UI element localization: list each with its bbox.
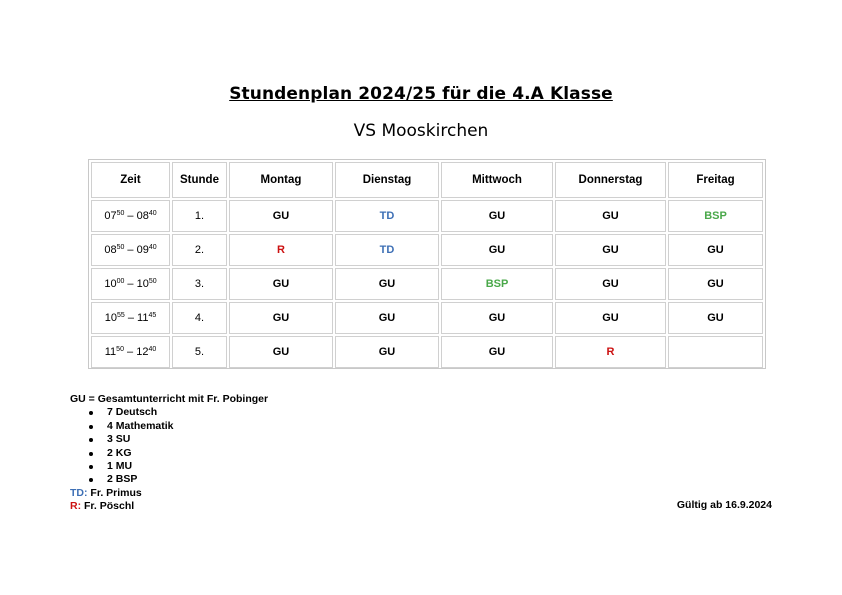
lesson-cell-freitag: GU	[668, 234, 763, 266]
stunde-cell: 3.	[172, 268, 227, 300]
legend-td-label: TD:	[70, 486, 88, 499]
legend-gu-line: GU = Gesamtunterricht mit Fr. Pobinger	[70, 393, 269, 405]
table-row	[91, 200, 763, 232]
legend-r-line	[70, 500, 268, 513]
lesson-cell-freitag: GU	[668, 268, 763, 300]
legend-td-line	[70, 487, 268, 500]
lesson-cell-mittwoch: GU	[441, 336, 553, 368]
time-cell: $10^{55} - 11^{45}$	[91, 302, 170, 334]
legend-item: 2 BSP	[70, 473, 268, 486]
time-cell: $10^{00} - 10^{50}$	[91, 268, 170, 300]
lesson-cell-donnerstag: GU	[555, 268, 666, 300]
lesson-cell-dienstag: GU	[335, 302, 439, 334]
header-zeit: Zeit	[91, 162, 170, 198]
timetable	[88, 159, 766, 369]
bullet-icon	[89, 465, 93, 469]
table-row	[91, 268, 763, 300]
legend-item: 1 MU	[70, 460, 268, 473]
timetable-body	[91, 200, 763, 368]
timetable-grid	[89, 160, 765, 370]
time-cell: $11^{50} - 12^{40}$	[91, 336, 170, 368]
time-cell: $08^{50} - 09^{40}$	[91, 234, 170, 266]
bullet-icon	[89, 452, 93, 456]
bullet-icon	[89, 478, 93, 482]
table-row	[91, 302, 763, 334]
stunde-cell: 2.	[172, 234, 227, 266]
lesson-cell-donnerstag: R	[555, 336, 666, 368]
lesson-cell-mittwoch: BSP	[441, 268, 553, 300]
lesson-cell-freitag: BSP	[668, 200, 763, 232]
legend-subject-list	[70, 406, 268, 486]
valid-from-date: Gültig ab 16.9.2024	[676, 499, 772, 511]
lesson-cell-montag: GU	[229, 302, 333, 334]
lesson-cell-donnerstag: GU	[555, 302, 666, 334]
lesson-cell-montag: GU	[229, 268, 333, 300]
lesson-cell-dienstag: GU	[335, 336, 439, 368]
lesson-cell-montag: GU	[229, 200, 333, 232]
header-row	[91, 162, 763, 198]
header-donnerstag: Donnerstag	[555, 162, 666, 198]
lesson-cell-dienstag: GU	[335, 268, 439, 300]
header-freitag: Freitag	[668, 162, 763, 198]
header-mittwoch: Mittwoch	[441, 162, 553, 198]
table-row	[91, 234, 763, 266]
bullet-icon	[89, 425, 93, 429]
legend	[70, 393, 268, 514]
lesson-cell-montag: R	[229, 234, 333, 266]
lesson-cell-montag: GU	[229, 336, 333, 368]
lesson-cell-dienstag: TD	[335, 234, 439, 266]
stunde-cell: 4.	[172, 302, 227, 334]
legend-item: 2 KG	[70, 447, 268, 460]
stunde-cell: 5.	[172, 336, 227, 368]
lesson-cell-dienstag: TD	[335, 200, 439, 232]
legend-r-teacher: Fr. Pöschl	[81, 500, 135, 513]
lesson-cell-freitag: GU	[668, 302, 763, 334]
legend-r-label: R:	[70, 500, 82, 513]
header-stunde: Stunde	[172, 162, 227, 198]
header-montag: Montag	[229, 162, 333, 198]
bullet-icon	[89, 411, 93, 415]
table-row	[91, 336, 763, 368]
bullet-icon	[89, 438, 93, 442]
lesson-cell-mittwoch: GU	[441, 200, 553, 232]
lesson-cell-donnerstag: GU	[555, 200, 666, 232]
legend-item: 3 SU	[70, 433, 268, 446]
document-title: Stundenplan 2024/25 für die 4.A Klasse	[229, 84, 613, 104]
stunde-cell: 1.	[172, 200, 227, 232]
legend-td-teacher: Fr. Primus	[87, 486, 142, 499]
lesson-cell-freitag	[668, 336, 763, 368]
lesson-cell-mittwoch: GU	[441, 302, 553, 334]
time-cell: $07^{50} - 08^{40}$	[91, 200, 170, 232]
header-dienstag: Dienstag	[335, 162, 439, 198]
legend-item: 7 Deutsch	[70, 406, 268, 419]
legend-item: 4 Mathematik	[70, 420, 268, 433]
lesson-cell-donnerstag: GU	[555, 234, 666, 266]
lesson-cell-mittwoch: GU	[441, 234, 553, 266]
school-name: VS Mooskirchen	[353, 121, 489, 141]
